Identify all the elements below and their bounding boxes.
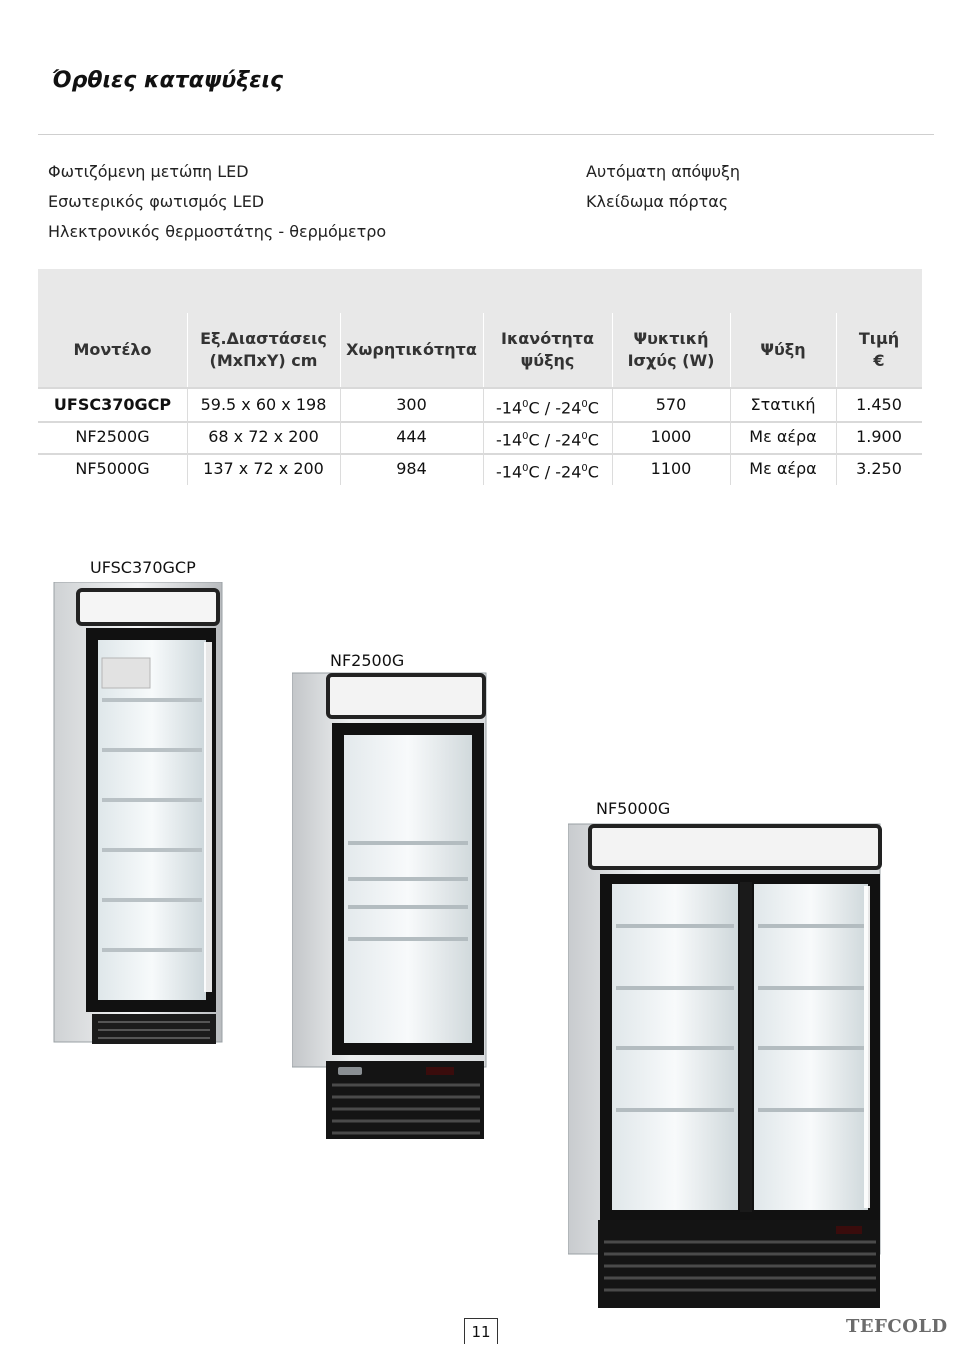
feature-item: Φωτιζόμενη μετώπη LED <box>48 162 249 181</box>
header-model: Μοντέλο <box>73 340 152 359</box>
feature-item: Ηλεκτρονικός θερμοστάτης - θερμόμετρο <box>48 222 387 241</box>
page-number: 11 <box>464 1318 498 1344</box>
table-header-background <box>38 269 922 388</box>
temperature-range: $-14^0C / -24^0C$ <box>496 398 599 418</box>
freezer-image-single-door <box>48 582 228 1050</box>
freezer-image-single-door-large <box>292 671 488 1139</box>
temperature-range: $-14^0C / -24^0C$ <box>496 462 599 482</box>
table-row: UFSC370GCP 59.5 x 60 x 198 300 $-14^0C / -24^0C$ 570 Στατική 1.450 <box>38 389 922 421</box>
feature-item: Εσωτερικός φωτισμός LED <box>48 192 265 211</box>
header-dimensions: Εξ.Διαστάσεις (ΜxΠxΥ) cm <box>200 329 327 370</box>
feature-item: Αυτόματη απόψυξη <box>586 162 741 181</box>
product-caption: NF5000G <box>596 799 671 818</box>
product-caption: UFSC370GCP <box>90 558 196 577</box>
header-cooling-type: Ψύξη <box>760 340 806 359</box>
header-power: Ψυκτική Ισχύς (W) <box>627 329 715 370</box>
title-divider <box>38 134 934 135</box>
brand-logo: TEFCOLD <box>846 1316 948 1337</box>
feature-item: Κλείδωμα πόρτας <box>586 192 729 211</box>
freezer-image-double-door <box>568 822 884 1308</box>
table-row: NF2500G 68 x 72 x 200 444 $-14^0C / -24^0C$ 1000 Με αέρα 1.900 <box>38 421 922 453</box>
header-price: Τιμή € <box>858 329 900 370</box>
feature-list-left <box>48 157 386 247</box>
header-cooling-capacity: Ικανότητα ψύξης <box>500 329 594 370</box>
product-caption: NF2500G <box>330 651 405 670</box>
page-title: Όρθιες καταψύξεις <box>52 68 284 93</box>
table-row: NF5000G 137 x 72 x 200 984 $-14^0C / -24^0C$ 1100 Με αέρα 3.250 <box>38 453 922 485</box>
header-capacity: Χωρητικότητα <box>346 340 477 359</box>
feature-list-right <box>586 157 740 217</box>
temperature-range: $-14^0C / -24^0C$ <box>496 430 599 450</box>
